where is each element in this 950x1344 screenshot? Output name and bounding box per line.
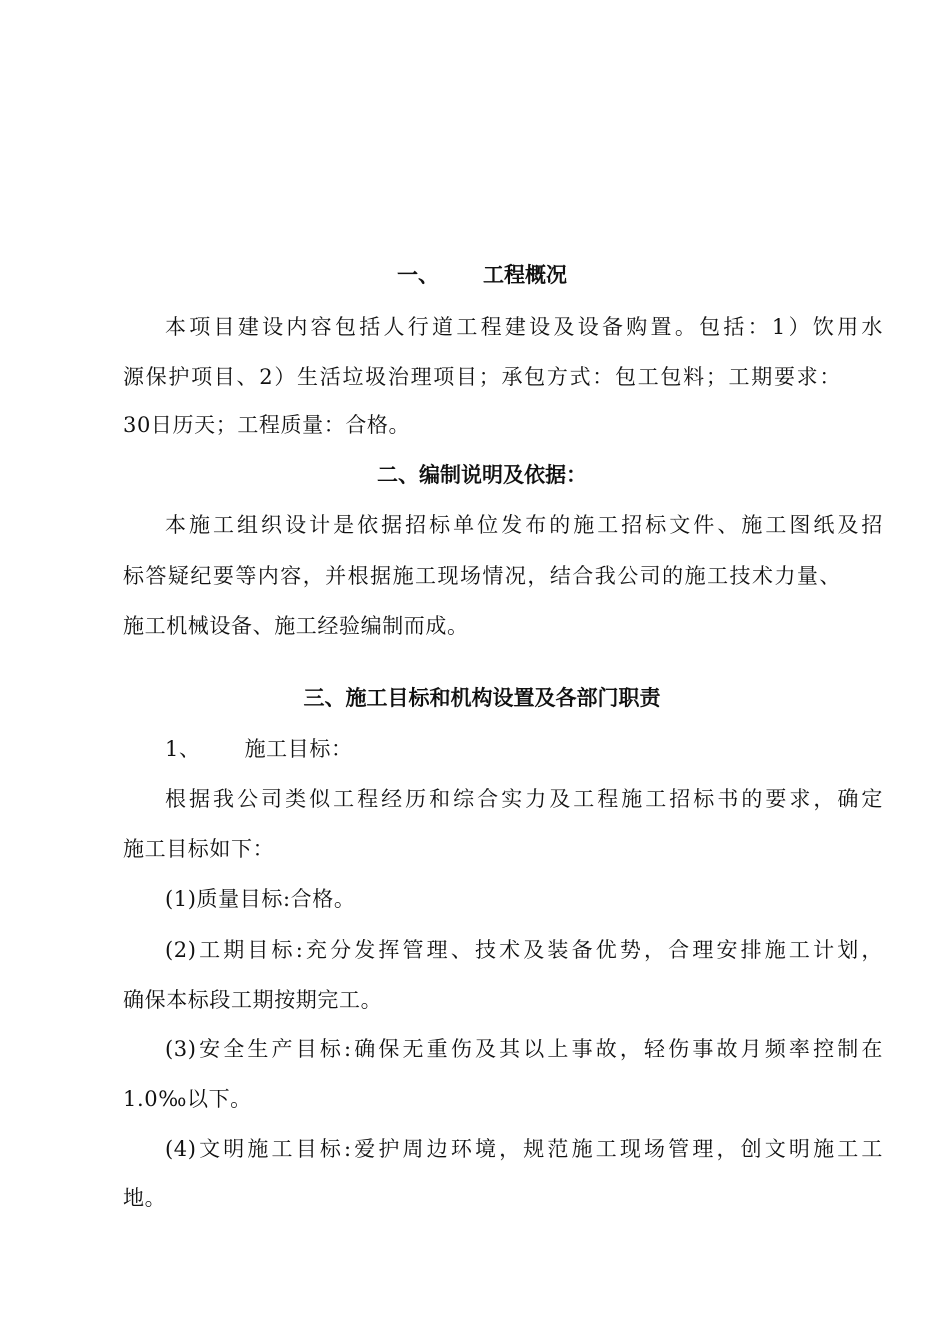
section-1-number: 一、 [397, 263, 439, 287]
safety-goal-line-1: (3)安全生产目标:确保无重伤及其以上事故，轻伤事故月频率控制在 [165, 1037, 883, 1061]
section-2-para-line-1: 本施工组织设计是依据招标单位发布的施工招标文件、施工图纸及招 [165, 513, 883, 537]
schedule-goal-line-2: 确保本标段工期按期完工。 [123, 988, 383, 1012]
subsection-1-heading [123, 735, 883, 763]
subsection-1-title: 施工目标： [244, 737, 353, 761]
section-1-title: 工程概况 [483, 263, 567, 287]
section-1-para-line-3: 30日历天；工程质量：合格。 [123, 413, 411, 437]
goals-intro-line-2: 施工目标如下： [123, 837, 275, 861]
section-2-para-line-2: 标答疑纪要等内容，并根据施工现场情况，结合我公司的施工技术力量、 [123, 564, 841, 588]
civilized-goal-line-1: (4)文明施工目标:爱护周边环境，规范施工现场管理，创文明施工工 [165, 1137, 883, 1161]
civilized-goal-line-2: 地。 [123, 1186, 167, 1210]
section-2-heading: 二、编制说明及依据： [377, 463, 587, 487]
subsection-1-number: 1、 [165, 737, 201, 761]
section-3-heading: 三、施工目标和机构设置及各部门职责 [303, 686, 661, 710]
section-1-para-line-1: 本项目建设内容包括人行道工程建设及设备购置。包括：1）饮用水 [165, 315, 883, 339]
goals-intro-line-1: 根据我公司类似工程经历和综合实力及工程施工招标书的要求，确定 [165, 787, 883, 811]
section-2-para-line-3: 施工机械设备、施工经验编制而成。 [123, 614, 469, 638]
safety-goal-line-2: 1.0‰以下。 [123, 1087, 252, 1111]
section-1-heading [123, 261, 841, 289]
quality-goal: (1)质量目标:合格。 [165, 887, 356, 911]
schedule-goal-line-1: (2)工期目标:充分发挥管理、技术及装备优势，合理安排施工计划， [165, 938, 883, 962]
section-1-para-line-2: 源保护项目、2）生活垃圾治理项目；承包方式：包工包料；工期要求： [123, 365, 841, 389]
